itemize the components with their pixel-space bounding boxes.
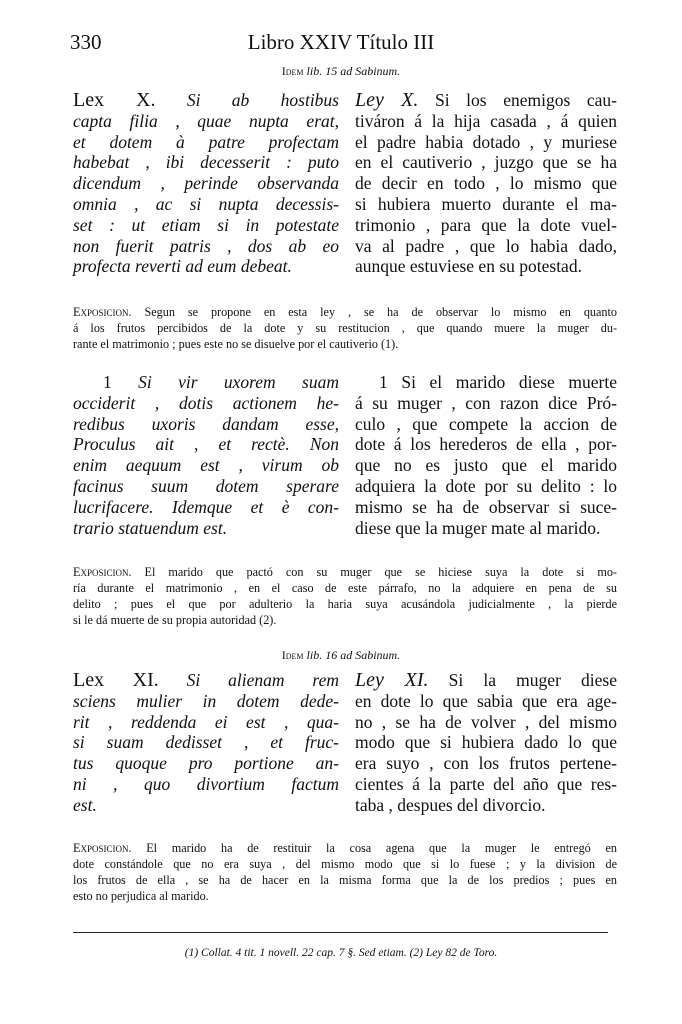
source-prefix: Idem bbox=[281, 648, 304, 662]
text-line: facinus suum dotem sperare bbox=[73, 475, 339, 496]
latin-text-lex-x bbox=[73, 90, 339, 277]
spanish-text-paragraph-1 bbox=[355, 372, 617, 538]
text-line: si le dá muerte de su propia autoridad (2). bbox=[73, 613, 277, 627]
text-line: mismo se ha de observar si suce- bbox=[355, 496, 617, 517]
text-line: no , se ha de volver , del mismo bbox=[355, 711, 617, 732]
text-line: tus quoque pro portione an- bbox=[73, 753, 339, 774]
text-line: va al padre , que lo habia dado, bbox=[355, 235, 617, 256]
text-line: Lex X. Si ab hostibus bbox=[73, 89, 339, 111]
law-heading: Ley X. bbox=[355, 89, 419, 111]
exposicion-2 bbox=[73, 564, 617, 628]
paragraph-number: 1 bbox=[379, 372, 388, 392]
text-line: non fuerit patris , dos ab eo bbox=[73, 235, 339, 256]
text-line: en el cautiverio , juzgo que se ha bbox=[355, 152, 617, 173]
text-line: diese que la muger mate al marido. bbox=[355, 517, 601, 538]
text-line: dicendum , perinde observanda bbox=[73, 173, 339, 194]
text-line: omnia , ac si nupta decessis- bbox=[73, 193, 339, 214]
text-line: set : ut etiam si in potestate bbox=[73, 214, 339, 235]
text-line: Exposicion. El marido ha de restituir la cosa agena que la muger le entregó en bbox=[73, 841, 617, 855]
text-line: Proculus ait , et rectè. Non bbox=[73, 434, 339, 455]
page-number: 330 bbox=[70, 30, 102, 54]
text-line: lucrifacere. Idemque et è con- bbox=[73, 496, 339, 517]
text-line: adquiera la dote por su delito : lo bbox=[355, 475, 617, 496]
spanish-text-ley-xi bbox=[355, 670, 617, 816]
exposicion-label: Exposicion. bbox=[73, 305, 132, 319]
text-line: de decir en todo , lo mismo que bbox=[355, 173, 617, 194]
text-line: est. bbox=[73, 794, 97, 815]
text-line: aunque estuviese en su potestad. bbox=[355, 256, 582, 277]
spanish-text-ley-x bbox=[355, 90, 617, 277]
text-line: rit , reddenda ei est , qua- bbox=[73, 711, 339, 732]
text-line: habebat , ibi decesserit : puto bbox=[73, 152, 339, 173]
text-line: dote constándole que no era suya , del mismo modo que si lo fuese ; y la division de bbox=[73, 857, 617, 871]
text-line: enim aequum est , virum ob bbox=[73, 455, 339, 476]
footnote-divider bbox=[73, 932, 608, 933]
source-citation-1 bbox=[0, 64, 682, 79]
law-heading: Lex X. bbox=[73, 89, 156, 111]
law-heading: Ley XI. bbox=[355, 669, 429, 691]
exposicion-label: Exposicion. bbox=[73, 841, 132, 855]
text-line: en dote lo que sabia que era age- bbox=[355, 690, 617, 711]
exposicion-label: Exposicion. bbox=[73, 565, 132, 579]
text-line: á los frutos percibidos de la dote y su restitucion , que quando muere la muger du- bbox=[73, 321, 617, 335]
exposicion-1 bbox=[73, 304, 617, 352]
text-line: delito ; pues el que por adulterio la haria suya acusándola judicialmente , la pierde bbox=[73, 597, 617, 611]
source-prefix: Idem bbox=[281, 64, 304, 78]
latin-text-lex-xi bbox=[73, 670, 339, 816]
text-line: Lex XI. Si alienam rem bbox=[73, 669, 339, 691]
text-line: 1 Si vir uxorem suam bbox=[73, 372, 339, 393]
source-citation-2 bbox=[0, 648, 682, 663]
text-line: rante el matrimonio ; pues este no se disuelve por el cautiverio (1). bbox=[73, 337, 399, 351]
text-line: tiváron á la hija casada , á quien bbox=[355, 110, 617, 131]
text-line: que no es justo que el marido bbox=[355, 455, 617, 476]
text-line: Ley X. Si los enemigos cau- bbox=[355, 89, 618, 111]
text-line: á su muger , con razon dice Pró- bbox=[355, 392, 617, 413]
text-line: profecta reverti ad eum debeat. bbox=[73, 256, 292, 277]
footnotes: (1) Collat. 4 tit. 1 novell. 22 cap. 7 §. Sed etiam. (2) Ley 82 de Toro. bbox=[184, 947, 498, 959]
exposicion-3 bbox=[73, 840, 617, 904]
running-title: Libro XXIV Título III bbox=[247, 30, 435, 54]
text-line: Ley XI. Si la muger diese bbox=[355, 669, 617, 691]
text-line: trimonio , para que la dote vuel- bbox=[355, 214, 617, 235]
text-line: modo que si hubiera dado lo que bbox=[355, 732, 617, 753]
text-line: trario statuendum est. bbox=[73, 517, 228, 538]
text-line: era suyo , con los frutos pertene- bbox=[355, 753, 617, 774]
paragraph-number: 1 bbox=[103, 372, 112, 392]
text-line: sciens mulier in dotem dede- bbox=[73, 690, 339, 711]
text-line: ría durante el matrimonio , en el caso de este párrafo, no la adquiere en pena de su bbox=[73, 581, 617, 595]
text-line: si suam dedisset , et fruc- bbox=[73, 732, 339, 753]
text-line: el padre habia dotado , y muriese bbox=[355, 131, 617, 152]
text-line: Exposicion. Segun se propone en esta ley , se ha de observar lo mismo en quanto bbox=[73, 305, 617, 319]
text-line: occiderit , dotis actionem he- bbox=[73, 392, 339, 413]
text-line: los frutos de ella , se ha de hacer en la misma forma que la de los predios ; pues en bbox=[73, 873, 617, 887]
text-line: esto no perjudica al marido. bbox=[73, 889, 209, 903]
text-line: ni , quo divortium factum bbox=[73, 773, 339, 794]
law-heading: Lex XI. bbox=[73, 669, 159, 691]
text-line: cientes á la parte del año que res- bbox=[355, 773, 617, 794]
text-line: redibus uxoris dandam esse, bbox=[73, 413, 339, 434]
source-rest: lib. 15 ad Sabinum. bbox=[303, 64, 401, 78]
text-line: si hubiera muerto durante el ma- bbox=[355, 193, 617, 214]
source-rest: lib. 16 ad Sabinum. bbox=[303, 648, 401, 662]
text-line: et dotem à patre profectam bbox=[73, 131, 339, 152]
text-line: taba , despues del divorcio. bbox=[355, 794, 546, 815]
text-line: 1 Si el marido diese muerte bbox=[355, 372, 617, 393]
text-line: capta filia , quae nupta erat, bbox=[73, 110, 339, 131]
text-line: Exposicion. El marido que pactó con su muger que se hiciese suya la dote si mo- bbox=[73, 565, 617, 579]
text-line: dote á los herederos de ella , por- bbox=[355, 434, 617, 455]
text-line: culo , que compete la accion de bbox=[355, 413, 617, 434]
latin-text-paragraph-1 bbox=[73, 372, 339, 538]
